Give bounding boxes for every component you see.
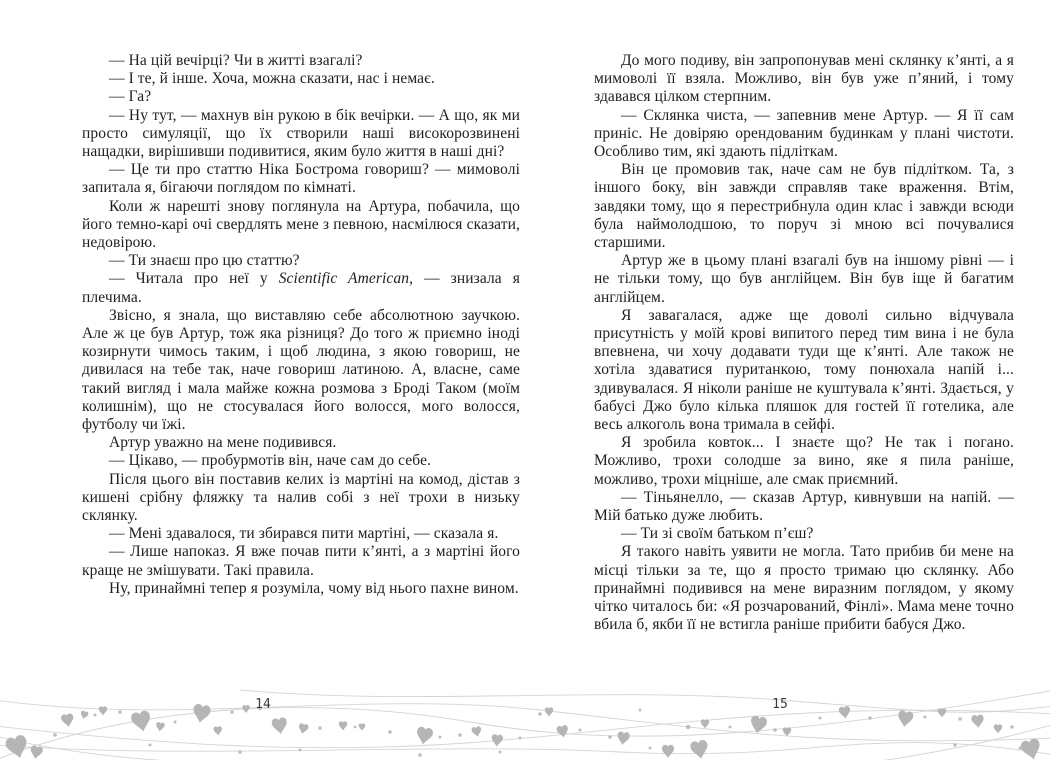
heart-icon bbox=[938, 708, 946, 717]
paragraph: Після цього він поставив келих із мартіні на комод, дістав з кишені срібну фляжку та налив собі з неї трохи в низьку склянку. bbox=[82, 470, 520, 525]
heart-icon bbox=[29, 745, 43, 760]
paragraph: — Ну тут, — махнув він рукою в бік вечірки. — А що, як ми просто симуляції, що їх створили наші високорозвинені нащадки, вирішивши подивитися, яким було життя в наші дні? bbox=[82, 106, 520, 161]
paragraph: — Склянка чиста, — запевнив мене Артур. — Я її сам приніс. Не довіряю орендованим будинкам у плані чистоти. Особливо тим, які здають підліткам. bbox=[594, 106, 1014, 161]
paragraph: Я такого навіть уявити не могла. Тато прибив би мене на місці тільки за те, що я просто тримаю цю склянку. Або принаймні подивився на мене виразним поглядом, у якому чітко читалось би: «Я розчарований, Фінлі». Мама мене точно вбила б, якби її не встигла раніше прибити бабуся Джо. bbox=[594, 543, 1014, 634]
heart-icon bbox=[491, 734, 503, 747]
heart-icon bbox=[155, 722, 165, 732]
heart-icon bbox=[359, 724, 366, 731]
paragraph: — І те, й інше. Хоча, можна сказати, нас і немає. bbox=[109, 70, 435, 88]
paragraph: — Це ти про статтю Ніка Бострома говориш? — мимоволі запитала я, бігаючи поглядом по кімнаті. bbox=[82, 161, 520, 197]
paragraph: — Ти знаєш про цю статтю? bbox=[109, 252, 300, 270]
paragraph: — Га? bbox=[109, 88, 152, 106]
heart-icon bbox=[99, 706, 107, 715]
paragraph: Артур же в цьому плані взагалі був на іншому рівні — і не тільки тому, що був англійцем. Він був іще й багатим англійцем. bbox=[594, 252, 1014, 306]
heart-icon bbox=[616, 731, 630, 746]
italic-text: Scientific American bbox=[278, 270, 410, 288]
heart-icon bbox=[545, 707, 553, 716]
heart-icon bbox=[191, 703, 211, 724]
page-number-left: 14 bbox=[255, 697, 271, 712]
paragraph: — Цікаво, — пробурмотів він, наче сам до себе. bbox=[109, 452, 432, 470]
text-segment: — Читала про неї у bbox=[109, 270, 279, 288]
paragraph: Артур уважно на мене подивився. bbox=[109, 434, 337, 452]
page-number-right: 15 bbox=[772, 697, 788, 712]
paragraph: Я зробила ковток... І знаєте що? Не так і погано. Можливо, трохи солодше за вино, яке я пила раніше, можливо, трохи міцніше, але смак приємний. bbox=[594, 434, 1014, 488]
paragraph-with-italic bbox=[82, 270, 520, 306]
page-left bbox=[82, 52, 520, 598]
heart-icon bbox=[339, 721, 347, 730]
paragraph: Ну, принаймні тепер я розуміла, чому від нього пахне вином. bbox=[109, 579, 519, 597]
heart-icon bbox=[213, 726, 222, 736]
paragraph: Він це промовив так, наче сам не був підлітком. Та, з іншого боку, він завжди справляв таке враження. Втім, завдяки тому, що я перестрибнула один клас і завжди всюди була наймолодшою, то поруч зі мною всі почувалися старшими. bbox=[594, 161, 1014, 252]
text-segment: , — знизала я плечима. bbox=[82, 270, 520, 306]
heart-icon bbox=[130, 710, 153, 734]
paragraph: До мого подиву, він запропонував мені склянку к’янті, а я мимоволі її взяла. Можливо, він був уже п’яний, і тому здавався цілком стерпним. bbox=[594, 52, 1014, 106]
heart-icon bbox=[662, 745, 674, 758]
heart-icon bbox=[271, 717, 288, 735]
heart-icon bbox=[897, 710, 914, 728]
heart-icon bbox=[1020, 737, 1044, 760]
heart-icon bbox=[61, 713, 75, 728]
paragraph: — Ти зі своїм батьком п’єш? bbox=[621, 525, 814, 543]
paragraph: Я завагалася, адже ще доволі сильно відчувала присутність у моїй крові випитого перед тим вина і не була впевнена, чи хочу додавати туди ще к’янті. Але також не хотіла здаватися пуританкою, тому понюхала напій і... здивувалася. Я ніколи раніше не куштувала к’янті. Здається, у бабусі Джо було кілька пляшок для гостей її готелика, але весь алкоголь вона тримала в сейфі. bbox=[594, 306, 1014, 434]
heart-icon bbox=[298, 723, 309, 735]
paragraph: Звісно, я знала, що виставляю себе абсолютною заучкою. Але ж це був Артур, тож яка різниця? До того ж приємно іноді козирнути чимось таким, і щоб людина, з якою говориш, не дивилася на тебе так, наче говориш латиною. А, власне, саме такий вигляд і мала майже кожна розмова з Броді Таком (моїм колишнім), що не стосувалася його волосся, мого волосся, футболу чи їжі. bbox=[82, 306, 520, 434]
paragraph: Коли ж нарешті знову поглянула на Артура, побачила, що його темно-карі очі свердлять мене з певною, насмілюся сказати, недовірою. bbox=[82, 197, 520, 252]
footer-decoration bbox=[0, 684, 1050, 760]
heart-icon bbox=[838, 706, 851, 720]
heart-icon bbox=[690, 739, 710, 760]
heart-icon bbox=[701, 719, 709, 728]
heart-icon bbox=[749, 715, 768, 735]
paragraph: — Мені здавалося, ти збирався пити мартіні, — сказала я. bbox=[109, 525, 499, 543]
heart-icon bbox=[556, 725, 569, 739]
heart-icon bbox=[783, 727, 791, 736]
page-right bbox=[594, 52, 1014, 635]
heart-icon bbox=[415, 726, 434, 746]
heart-icon bbox=[471, 726, 482, 738]
paragraph: — На цій вечірці? Чи в житті взагалі? bbox=[109, 52, 363, 69]
heart-icon bbox=[994, 724, 1002, 733]
heart-icon bbox=[971, 714, 985, 728]
paragraph: — Лише напоказ. Я вже почав пити к’янті, а з мартіні його краще не змішувати. Такі правила. bbox=[82, 543, 520, 579]
paragraph: — Тіньянелло, — сказав Артур, кивнувши на напій. — Мій батько дуже любить. bbox=[594, 488, 1014, 525]
heart-icon bbox=[80, 710, 89, 720]
